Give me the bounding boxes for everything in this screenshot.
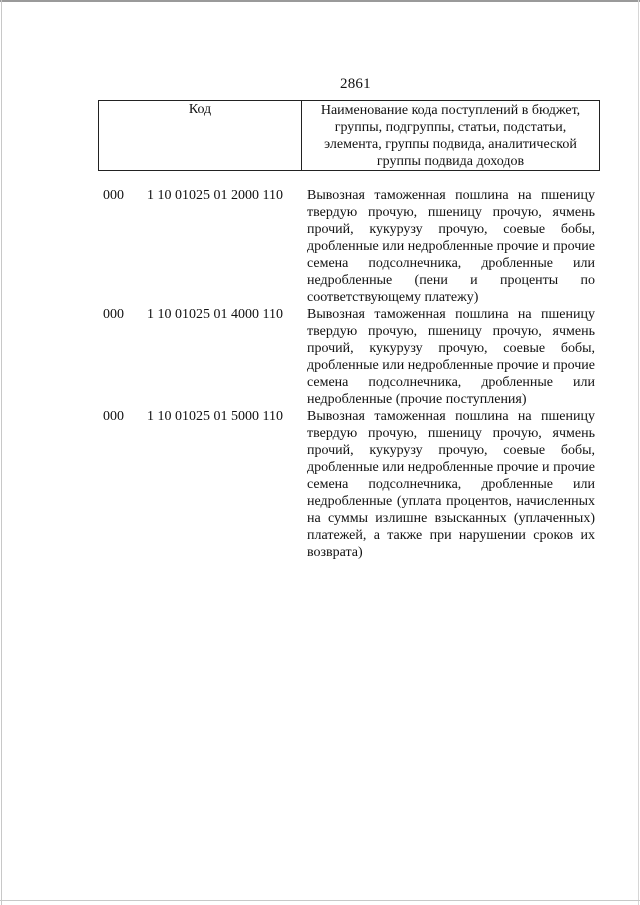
revenue-code: 1 10 01025 01 4000 110 [147,307,283,322]
revenue-code-list [103,187,593,561]
list-item [103,408,593,561]
scan-edge-top [0,0,640,2]
revenue-code: 1 10 01025 01 2000 110 [147,188,283,203]
scan-edge-right [638,0,639,905]
admin-code: 000 [103,188,124,203]
header-code-cell: Код [99,101,302,171]
revenue-name: Вывозная таможенная пошлина на пшеницу твердую прочую, пшеницу прочую, ячмень прочий, кукурузу прочую, соевые бобы, дробленные или недробленные прочие и прочие семена подсолнечника, дробленные или недробленные (прочие поступления) [307,307,595,407]
admin-code: 000 [103,307,124,322]
revenue-code: 1 10 01025 01 5000 110 [147,409,283,424]
scan-edge-bottom [0,900,640,901]
page-number: 2861 [340,76,371,92]
revenue-name: Вывозная таможенная пошлина на пшеницу твердую прочую, пшеницу прочую, ячмень прочий, кукурузу прочую, соевые бобы, дробленные или недробленные прочие и прочие семена подсолнечника, дробленные или недробленные (пени и проценты по соответствующему платежу) [307,188,595,305]
list-item [103,187,593,306]
scan-edge-left [1,0,2,905]
revenue-name: Вывозная таможенная пошлина на пшеницу твердую прочую, пшеницу прочую, ячмень прочий, кукурузу прочую, соевые бобы, дробленные или недробленные прочие и прочие семена подсолнечника, дробленные или недробленные (уплата процентов, начисленных на суммы излишне взысканных (уплаченных) платежей, а также при нарушении сроков их возврата) [307,409,595,560]
header-table [98,100,600,171]
list-item [103,306,593,408]
admin-code: 000 [103,409,124,424]
header-name-cell: Наименование кода поступлений в бюджет, группы, подгруппы, статьи, подстатьи, элемента, группы подвида, аналитической группы подвида доходов [302,101,600,171]
